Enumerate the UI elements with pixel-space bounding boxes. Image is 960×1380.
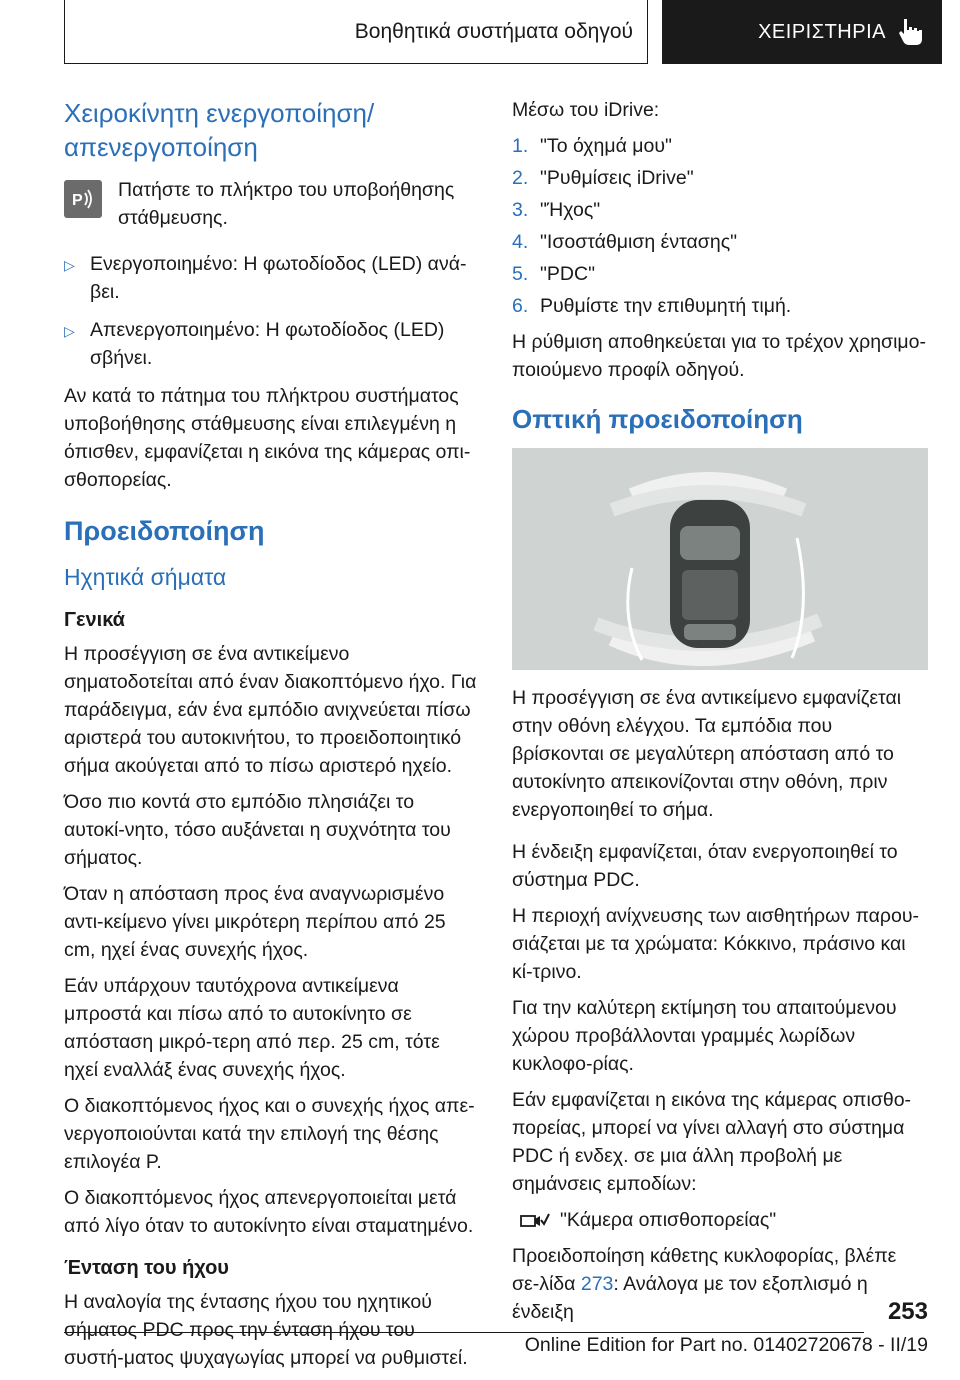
page-number: 253 <box>887 1298 928 1325</box>
pdc-car-graphic <box>512 448 928 670</box>
bullet-deactivated-text: Απενεργοποιημένο: Η φωτοδίοδος (LED) σβήνει. <box>90 319 445 369</box>
section-title: Βοηθητικά συστήματα οδηγού <box>64 0 648 64</box>
edition-text: Online Edition for Part no. 01402720678 - II/19 <box>524 1334 928 1356</box>
para-stopped: Ο διακοπτόμενος ήχος απενεργοποιείται μετά από λίγο όταν το αυτοκίνητο είναι σταματημένο. <box>64 1187 474 1237</box>
para-colors: Η περιοχή ανίχνευσης των αισθητήρων παρου-σιάζεται με τα χρώματα: Κόκκινο, πράσινο και κί-τρινο. <box>512 905 920 983</box>
bullet-activated-text: Ενεργοποιημένο: Η φωτοδίοδος (LED) ανά-βει. <box>90 253 467 303</box>
reverse-camera-icon <box>520 1210 550 1230</box>
para-approach: Η προσέγγιση σε ένα αντικείμενο σηματοδοτείται από έναν διακοπτόμενο ήχο. Για παράδειγμα, εάν ένα εμπόδιο ανιχνεύεται πίσω αριστερά του αυτοκινήτου, το προειδοποιητικό σήμα ακούγεται από το πίσω αριστερό ηχείο. <box>64 643 477 777</box>
chapter-tab-label: ΧΕΙΡΙΣΤΗΡΙΑ <box>758 20 886 43</box>
step-item: 6. Ρυθμίστε την επιθυμητή τιμή. <box>512 295 792 317</box>
heading-volume: Ένταση του ήχου <box>64 1257 229 1279</box>
heading-acoustic: Ηχητικά σήματα <box>64 564 227 590</box>
car-icon <box>670 500 750 648</box>
para-front-rear: Εάν υπάρχουν ταυτόχρονα αντικείμενα μπροστά και πίσω από το αυτοκίνητο σε απόσταση μικρό-τερη από περ. 25 cm, τότε ηχεί εναλλάξ ένας συνεχής ήχος. <box>64 975 440 1081</box>
page-footer <box>0 1290 960 1362</box>
right-column <box>512 96 928 1334</box>
pdc-display-illustration <box>512 448 928 670</box>
pointing-hand-icon <box>898 17 924 47</box>
heading-general: Γενικά <box>64 609 125 631</box>
triangle-bullet-icon: ▷ <box>64 323 75 339</box>
camera-menu-label: "Κάμερα οπισθοπορείας" <box>560 1209 777 1231</box>
parking-assist-button-icon <box>64 180 102 218</box>
left-column <box>64 96 479 1380</box>
triangle-bullet-icon: ▷ <box>64 257 75 273</box>
bullet-deactivated <box>64 316 479 372</box>
heading-manual-toggle: Χειροκίνητη ενεργοποίηση/απενεργοποίηση <box>64 98 375 162</box>
camera-menu-entry <box>520 1206 928 1234</box>
para-continuous: Όταν η απόσταση προς ένα αναγνωρισμένο αντι-κείμενο γίνει μικρότερη περίπου από 25 cm, ηχεί ένας συνεχής ήχος. <box>64 883 446 961</box>
page-link-273[interactable]: 273 <box>580 1273 614 1295</box>
para-display: Η προσέγγιση σε ένα αντικείμενο εμφανίζεται στην οθόνη ελέγχου. Τα εμπόδια που βρίσκονται σε μεγαλύτερη απόσταση από το αυτοκίνητο απεικονίζονται στην οθόνη, πριν ενεργοποιηθεί το σήμα. <box>512 687 902 821</box>
para-camera-view: Εάν εμφανίζεται η εικόνα της κάμερας οπισθο-πορείας, μπορεί να γίνει αλλαγή στο σύστημα PDC ή ενδεχ. σε μια άλλη προβολή με σημάνσεις εμποδίων: <box>512 1089 912 1195</box>
step-item: 4. "Ισοστάθμιση έντασης" <box>512 231 738 253</box>
idrive-steps <box>512 132 928 320</box>
para-cross-traffic: Προειδοποίηση κάθετης κυκλοφορίας, βλέπε σε-λίδα 273: Ανάλογα με τον εξοπλισμό η ένδειξη <box>512 1245 897 1323</box>
para-volume: Η αναλογία της έντασης ήχου του ηχητικού σήματος PDC προς την ένταση ήχου του συστή-ματος ψυχαγωγίας μπορεί να ρυθμιστεί. <box>64 1291 468 1369</box>
heading-warning: Προειδοποίηση <box>64 516 265 546</box>
para-lanes: Για την καλύτερη εκτίμηση του απαιτούμενου χώρου προβάλλονται γραμμές λωρίδων κυκλοφο-ρίας. <box>512 997 897 1075</box>
footer-divider <box>64 1332 864 1333</box>
svg-text:P: P <box>72 192 83 209</box>
pdc-button-instruction <box>64 176 479 232</box>
para-selector-p: Ο διακοπτόμενος ήχος και ο συνεχής ήχος απε-νεργοποιούνται κατά την επιλογή της θέσης επιλογέα P. <box>64 1095 475 1173</box>
para-frequency: Όσο πιο κοντά στο εμπόδιο πλησιάζει το αυτοκί-νητο, τόσο αυξάνεται η συχνότητα του σήματος. <box>64 791 451 869</box>
bullet-activated <box>64 250 479 306</box>
page-header <box>0 0 960 66</box>
para-camera: Αν κατά το πάτημα του πλήκτρου συστήματος υποβοήθησης στάθμευσης είναι επιλεγμένη η όπισθεν, εμφανίζεται η εικόνα της κάμερας οπι-σθοπορείας. <box>64 385 471 491</box>
para-indicator: Η ένδειξη εμφανίζεται, όταν ενεργοποιηθεί το σύστημα PDC. <box>512 841 898 891</box>
idrive-intro: Μέσω του iDrive: <box>512 99 660 121</box>
step-item: 2. "Ρυθμίσεις iDrive" <box>512 167 694 189</box>
chapter-tab[interactable] <box>662 0 942 64</box>
step-item: 5. "PDC" <box>512 263 596 285</box>
step-item: 1. "Το όχημά μου" <box>512 135 672 157</box>
button-instruction-text: Πατήστε το πλήκτρο του υποβοήθησης στάθμευσης. <box>118 179 455 229</box>
para-saved: Η ρύθμιση αποθηκεύεται για το τρέχον χρησιμο-ποιούμενο προφίλ οδηγού. <box>512 331 926 381</box>
heading-visual-warning: Οπτική προειδοποίηση <box>512 404 803 434</box>
step-item: 3. "Ήχος" <box>512 199 601 221</box>
